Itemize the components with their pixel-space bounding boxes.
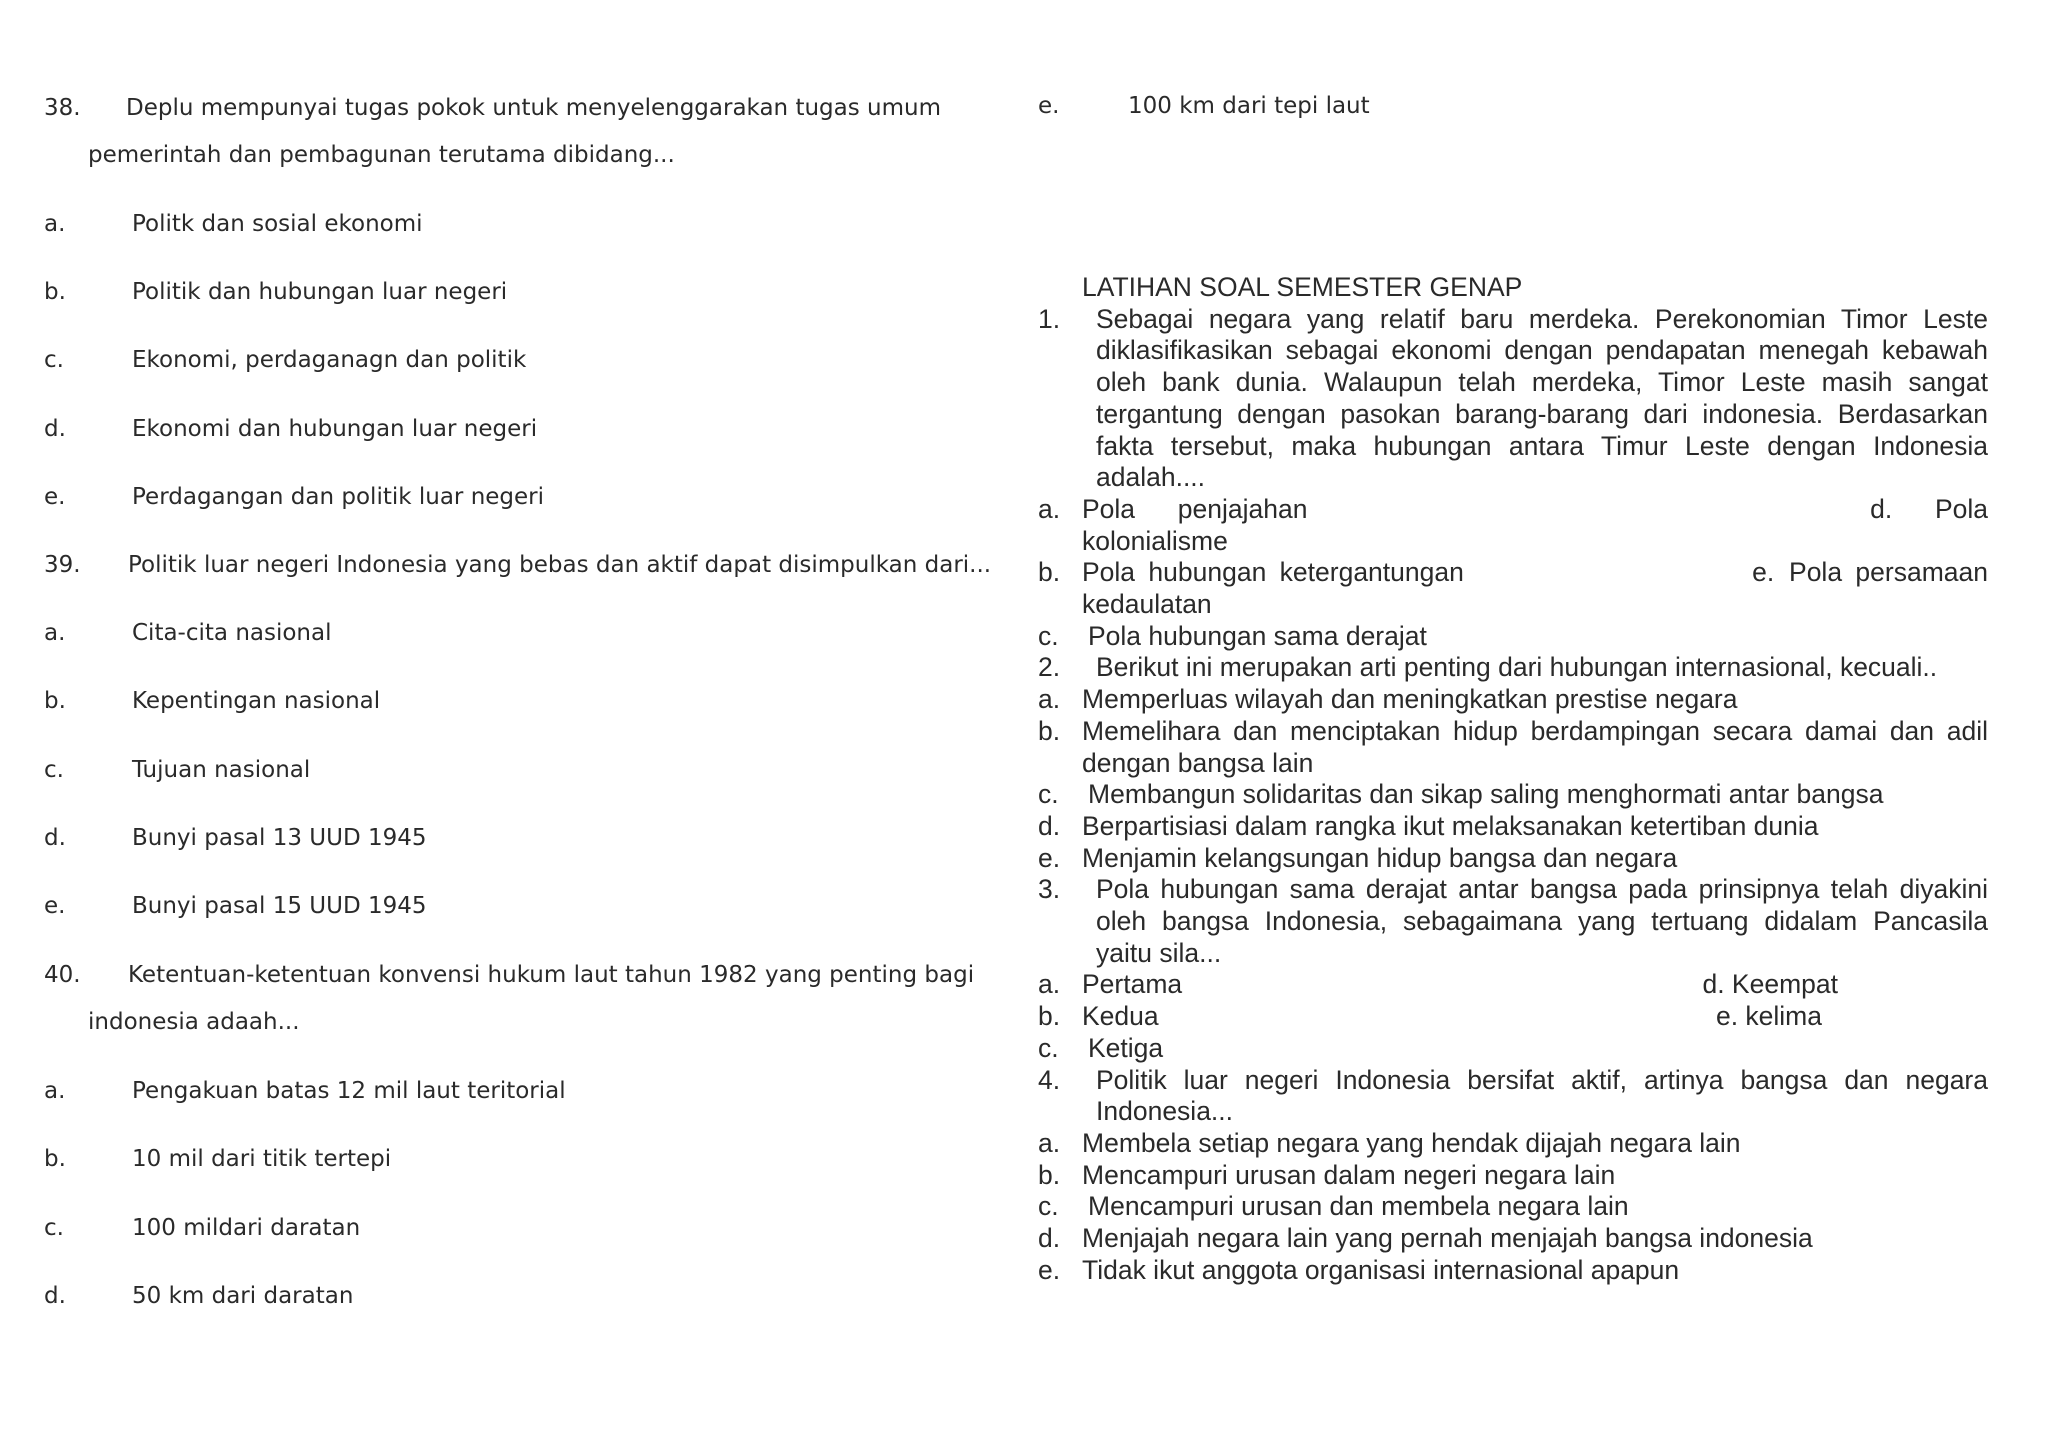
option-text: Mencampuri urusan dalam negeri negara lain [1082,1159,1616,1190]
option-text: Pengakuan batas 12 mil laut teritorial [132,1078,566,1104]
question-text: Politik luar negeri Indonesia yang bebas dan aktif dapat disimpulkan dari... [128,552,992,578]
question-2 [1038,652,1988,684]
option-c [1038,621,1988,653]
option-text: penjajahan [1177,493,1308,524]
option-letter: d. [1870,493,1893,524]
option-text: Politk dan sosial ekonomi [132,211,423,237]
left-column [0,0,1000,1448]
option-text: Cita-cita nasional [132,620,332,646]
right-column [1038,272,1988,1287]
option-text: 100 km dari tepi laut [1128,93,1370,119]
option-c [44,347,526,373]
option-d [44,1283,353,1309]
option-letter: c. [1038,1191,1059,1222]
option-e [44,893,427,919]
option-text-continued: kedaulatan [1082,589,1212,620]
option-b [1038,1001,1988,1033]
question-number: 4. [1038,1064,1061,1095]
option-a [44,1078,566,1104]
option-d [1038,1223,1988,1255]
option-letter: a. [1038,684,1061,715]
option-text-continued: kolonialisme [1082,525,1228,556]
option-a [1038,494,1988,526]
option-text: Kepentingan nasional [132,688,381,714]
option-text: Pola hubungan sama derajat [1088,620,1427,651]
option-letter: b. [1038,1001,1061,1032]
option-letter: e. [44,893,66,919]
option-text: Kedua [1082,1001,1159,1032]
option-b [44,688,380,714]
option-e [1752,557,1988,589]
option-letter: d. [44,825,66,851]
option-letter: a. [44,211,66,237]
option-text: Ekonomi dan hubungan luar negeri [132,416,538,442]
question-number: 2. [1038,652,1061,683]
option-a [44,211,423,237]
option-a [1038,1128,1988,1160]
question-text-continued: indonesia adaah... [88,1009,300,1035]
option-e [1038,93,1370,119]
option-text: Berpartisiasi dalam rangka ikut melaksanakan ketertiban dunia [1082,810,1819,841]
option-c [1038,1191,1988,1223]
question-38 [44,95,941,121]
question-text-continued: pemerintah dan pembagunan terutama dibidang... [88,142,675,168]
option-text: Menjajah negara lain yang pernah menjajah bangsa indonesia [1082,1223,1813,1254]
option-a [1038,969,1988,1001]
option-letter: a. [44,1078,66,1104]
question-1 [1038,304,1988,494]
question-number: 3. [1038,874,1061,905]
question-text: Berikut ini merupakan arti penting dari hubungan internasional, kecuali.. [1096,652,1938,683]
option-b [1038,1160,1988,1192]
option-b [1038,557,1988,589]
option-text: Perdagangan dan politik luar negeri [132,484,545,510]
option-a [44,620,332,646]
option-letter: c. [1038,620,1059,651]
option-d [1038,811,1988,843]
page-title: LATIHAN SOAL SEMESTER GENAP [1082,272,1523,302]
option-text: Memelihara dan menciptakan hidup berdampingan secara damai dan adil dengan bangsa lain [1082,715,1988,778]
option-letter: c. [44,757,64,783]
option-text: 50 km dari daratan [132,1283,354,1309]
option-c [44,1215,360,1241]
option-c [1038,1033,1988,1065]
option-text: Tujuan nasional [132,757,311,783]
option-text: Bunyi pasal 15 UUD 1945 [132,893,427,919]
option-text: Pertama [1082,969,1183,1000]
question-number: 40. [44,962,81,988]
question-text: Politik luar negeri Indonesia bersifat aktif, artinya bangsa dan negara Indonesia... [1096,1064,1988,1127]
option-letter: a. [1038,969,1061,1000]
option-text: 10 mil dari titik tertepi [132,1146,392,1172]
option-text: Tidak ikut anggota organisasi internasional apapun [1082,1254,1680,1285]
option-c [44,757,310,783]
option-text: Membangun solidaritas dan sikap saling menghormati antar bangsa [1088,779,1884,810]
option-letter: d. [44,416,66,442]
option-letter: e. [1752,557,1775,588]
option-letter: e. [44,484,66,510]
option-letter: a. [44,620,66,646]
question-text: Ketentuan-ketentuan konvensi hukum laut tahun 1982 yang penting bagi [128,962,975,988]
option-line [1082,494,1988,526]
option-text: Pola [1934,493,1988,524]
option-text: 100 mildari daratan [132,1215,361,1241]
option-text: Politik dan hubungan luar negeri [132,279,508,305]
option-letter: c. [44,347,64,373]
question-number: 39. [44,552,81,578]
option-letter: b. [44,279,66,305]
option-b [44,279,507,305]
question-40 [44,962,974,988]
option-d: d. Keempat [1702,969,1838,1000]
option-letter: b. [44,1146,66,1172]
question-number: 38. [44,95,81,121]
option-letter: b. [1038,557,1061,588]
option-letter: d. [1038,1223,1061,1254]
option-e: e. kelima [1715,1001,1822,1032]
option-letter: e. [1038,842,1061,873]
option-text: Mencampuri urusan dan membela negara lain [1088,1191,1629,1222]
option-letter: e. [1038,93,1060,119]
option-b [1038,716,1988,779]
option-d [44,825,427,851]
question-text: Deplu mempunyai tugas pokok untuk menyelenggarakan tugas umum [126,95,941,121]
option-line [1082,969,1988,1001]
option-line [1082,557,1988,589]
option-letter: a. [1038,493,1061,524]
option-letter: b. [1038,1159,1061,1190]
option-e [44,484,544,510]
option-e [1038,843,1988,875]
question-4 [1038,1065,1988,1128]
option-b [44,1146,391,1172]
option-letter: c. [1038,1032,1059,1063]
option-text: Menjamin kelangsungan hidup bangsa dan negara [1082,842,1678,873]
option-text: Pola persamaan [1789,557,1988,588]
option-a [1038,684,1988,716]
option-letter: d. [44,1283,66,1309]
option-line [1082,1001,1988,1033]
question-39 [44,552,991,578]
option-text: Pola [1082,493,1136,524]
option-d [44,416,537,442]
question-3 [1038,874,1988,969]
option-letter: a. [1038,1127,1061,1158]
option-letter: b. [44,688,66,714]
option-text: Membela setiap negara yang hendak dijajah negara lain [1082,1127,1741,1158]
option-e [1038,1255,1988,1287]
option-text: Memperluas wilayah dan meningkatkan prestise negara [1082,684,1738,715]
option-letter: e. [1038,1254,1061,1285]
option-c [1038,779,1988,811]
option-text: Ketiga [1088,1032,1164,1063]
option-letter: d. [1038,810,1061,841]
question-number: 1. [1038,303,1061,334]
option-letter: b. [1038,715,1061,746]
option-text: Ekonomi, perdaganagn dan politik [132,347,527,373]
option-text: Bunyi pasal 13 UUD 1945 [132,825,427,851]
option-text: Pola hubungan ketergantungan [1082,557,1464,588]
option-letter: c. [1038,779,1059,810]
question-text: Sebagai negara yang relatif baru merdeka. Perekonomian Timor Leste diklasifikasikan sebagai ekonomi dengan pendapatan menegah kebawah oleh bank dunia. Walaupun telah merdeka, Timor Leste masih sangat tergantung dengan pasokan barang-barang dari indonesia. Berdasarkan fakta tersebut, maka hubungan antara Timur Leste dengan Indonesia adalah.... [1096,303,1988,493]
option-letter: c. [44,1215,64,1241]
question-text: Pola hubungan sama derajat antar bangsa pada prinsipnya telah diyakini oleh bangsa Indonesia, sebagaimana yang tertuang didalam Pancasila yaitu sila... [1096,874,1988,968]
